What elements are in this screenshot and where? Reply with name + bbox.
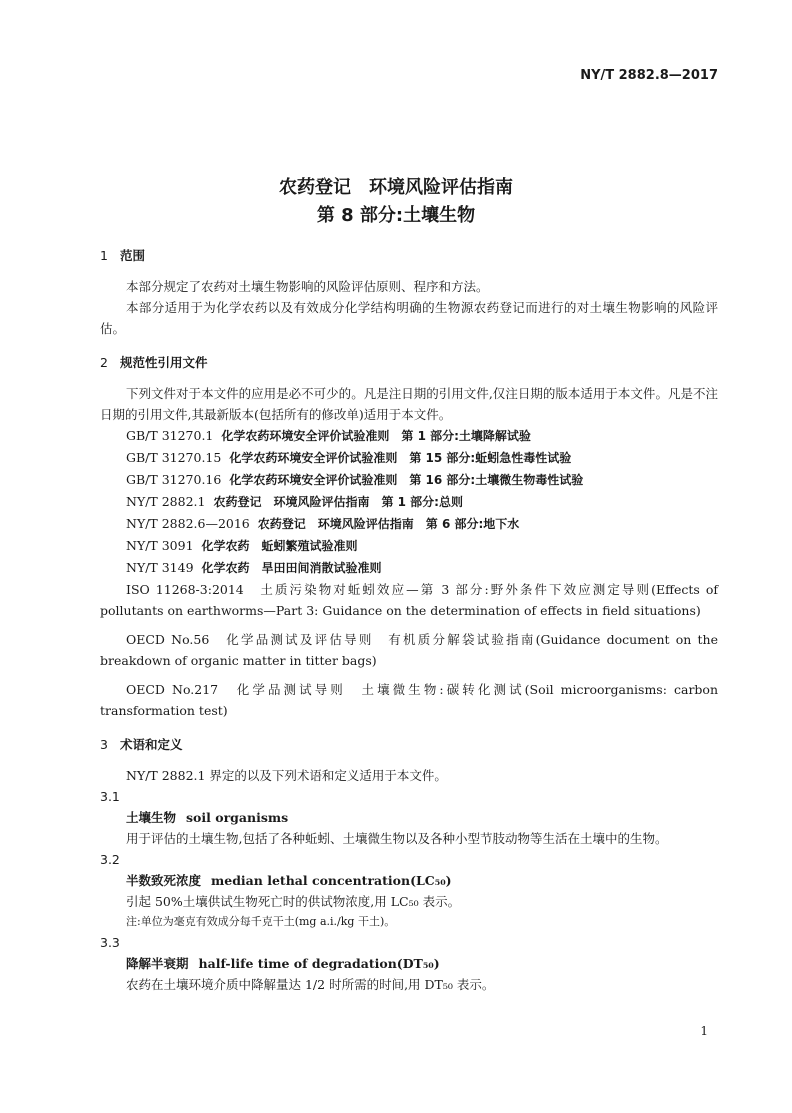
- paragraph: NY/T 2882.1 界定的以及下列术语和定义适用于本文件。: [126, 768, 447, 783]
- term-en: half-life time of degradation(DT₅₀): [198, 956, 440, 971]
- section-1-heading: [100, 246, 718, 264]
- reference-code: NY/T 2882.1: [126, 494, 206, 509]
- reference-name: 化学农药环境安全评价试验准则 第 1 部分:土壤降解试验: [221, 429, 531, 443]
- term-number: 3.2: [100, 852, 120, 867]
- reference-code: NY/T 3091: [126, 538, 194, 553]
- reference-long: ISO 11268-3:2014 土质污染物对蚯蚓效应—第 3 部分:野外条件下效应测定导则(Effects of pollutants on earthworms—Part 3: Guidance on the determination of effects in field situations): [100, 582, 718, 618]
- section-3-heading: [100, 735, 718, 753]
- section-title: 术语和定义: [120, 737, 183, 752]
- reference-item: [100, 557, 718, 579]
- section-number: 2: [100, 355, 108, 370]
- section-number: 1: [100, 248, 108, 263]
- term-number: 3.3: [100, 935, 120, 950]
- reference-name: 农药登记 环境风险评估指南 第 6 部分:地下水: [257, 517, 520, 531]
- term-number: 3.1: [100, 789, 120, 804]
- term-heading: [100, 953, 718, 974]
- term-note: 注:单位为毫克有效成分每千克干土(mg a.i./kg 干土)。: [126, 915, 396, 928]
- paragraph: 本部分规定了农药对土壤生物影响的风险评估原则、程序和方法。: [126, 279, 489, 294]
- reference-name: 化学农药 蚯蚓繁殖试验准则: [201, 539, 358, 553]
- reference-item: [100, 491, 718, 513]
- term-heading: [100, 870, 718, 891]
- reference-item: [100, 469, 718, 491]
- reference-name: 化学农药环境安全评价试验准则 第 15 部分:蚯蚓急性毒性试验: [229, 451, 572, 465]
- section-title: 范围: [120, 248, 146, 263]
- reference-name: 化学农药 旱田田间消散试验准则: [201, 561, 382, 575]
- page-number: 1: [700, 1024, 708, 1038]
- term-en: soil organisms: [186, 810, 289, 825]
- reference-item: [100, 513, 718, 535]
- section-number: 3: [100, 737, 108, 752]
- reference-code: NY/T 2882.6—2016: [126, 516, 250, 531]
- term-zh: 土壤生物: [126, 810, 177, 825]
- term-en: median lethal concentration(LC₅₀): [211, 873, 452, 888]
- reference-long: OECD No.56 化学品测试及评估导则 有机质分解袋试验指南(Guidance document on the breakdown of organic matter in titter bags): [100, 632, 718, 668]
- section-2-heading: [100, 353, 718, 371]
- document-title: 农药登记 环境风险评估指南: [279, 177, 513, 198]
- document-subtitle: 第 8 部分:土壤生物: [316, 205, 476, 226]
- reference-name: 化学农药环境安全评价试验准则 第 16 部分:土壤微生物毒性试验: [229, 473, 584, 487]
- term-zh: 半数致死浓度: [126, 873, 202, 888]
- reference-name: 农药登记 环境风险评估指南 第 1 部分:总则: [213, 495, 463, 509]
- term-definition: 农药在土壤环境介质中降解量达 1/2 时所需的时间,用 DT₅₀ 表示。: [126, 977, 495, 992]
- standard-code: NY/T 2882.8—2017: [580, 68, 718, 83]
- reference-item: [100, 535, 718, 557]
- reference-item: [100, 425, 718, 447]
- reference-code: GB/T 31270.1: [126, 428, 214, 443]
- reference-code: GB/T 31270.15: [126, 450, 222, 465]
- reference-long: OECD No.217 化学品测试导则 土壤微生物:碳转化测试(Soil microorganisms: carbon transformation test): [100, 682, 718, 718]
- paragraph: 下列文件对于本文件的应用是必不可少的。凡是注日期的引用文件,仅注日期的版本适用于本文件。凡是不注日期的引用文件,其最新版本(包括所有的修改单)适用于本文件。: [100, 386, 718, 422]
- term-definition: 用于评估的土壤生物,包括了各种蚯蚓、土壤微生物以及各种小型节肢动物等生活在土壤中的生物。: [126, 831, 668, 846]
- reference-code: GB/T 31270.16: [126, 472, 222, 487]
- term-definition: 引起 50%土壤供试生物死亡时的供试物浓度,用 LC₅₀ 表示。: [126, 894, 461, 909]
- reference-code: NY/T 3149: [126, 560, 194, 575]
- reference-item: [100, 447, 718, 469]
- document-body: [100, 246, 718, 995]
- paragraph: 本部分适用于为化学农药以及有效成分化学结构明确的生物源农药登记而进行的对土壤生物影响的风险评估。: [100, 300, 718, 336]
- term-zh: 降解半衰期: [126, 956, 189, 971]
- term-heading: [100, 807, 718, 828]
- section-title: 规范性引用文件: [120, 355, 208, 370]
